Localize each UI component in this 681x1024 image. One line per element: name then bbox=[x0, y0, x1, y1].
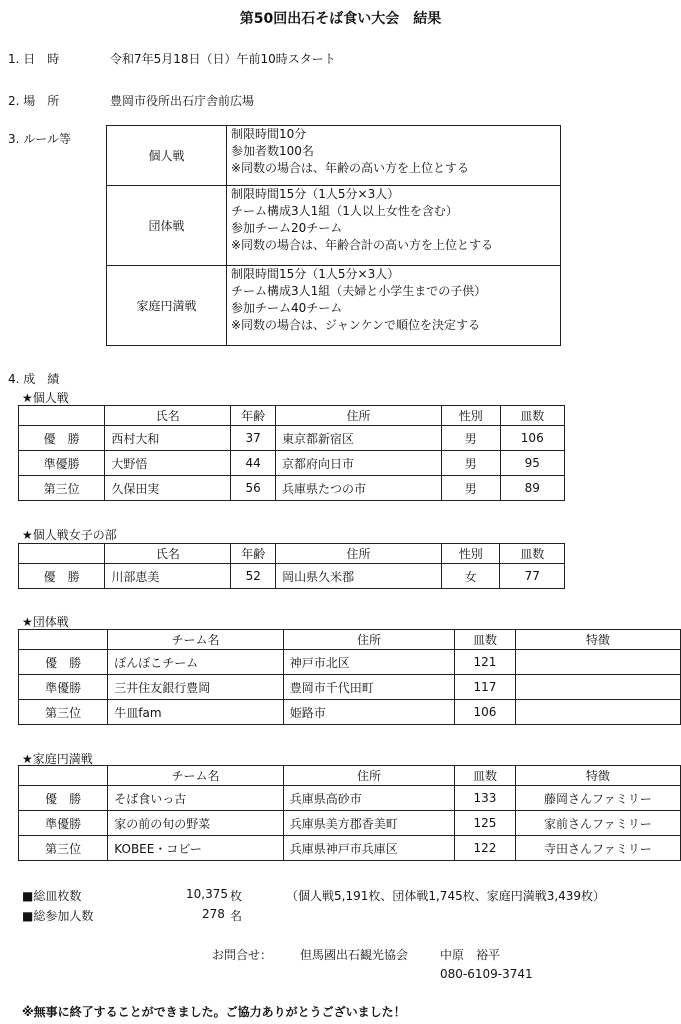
results-label: 4. 成 績 bbox=[8, 372, 60, 386]
plates-cell: 95 bbox=[500, 451, 564, 476]
rank-cell: 優 勝 bbox=[19, 564, 105, 589]
col-header: 氏名 bbox=[105, 406, 231, 426]
feature-cell bbox=[515, 650, 680, 675]
rules-desc-family bbox=[227, 266, 561, 346]
team-name-cell: 牛皿fam bbox=[108, 700, 284, 725]
rank-cell: 優 勝 bbox=[19, 786, 108, 811]
contact-label: お問合せ： bbox=[212, 948, 273, 962]
rank-cell: 準優勝 bbox=[19, 811, 108, 836]
name-cell: 大野悟 bbox=[105, 451, 231, 476]
rule-line: ※同数の場合は、年齢の高い方を上位とする bbox=[231, 161, 470, 175]
rules-category-team: 団体戦 bbox=[107, 186, 227, 266]
rule-line: ※同数の場合は、ジャンケンで順位を決定する bbox=[231, 318, 480, 332]
address-cell: 東京都新宿区 bbox=[276, 426, 442, 451]
date-label: 1. 日 時 bbox=[8, 52, 60, 66]
team-name-cell: ぽんぽこチーム bbox=[108, 650, 284, 675]
col-header: チーム名 bbox=[108, 630, 284, 650]
age-cell: 56 bbox=[231, 476, 276, 501]
col-header: 性別 bbox=[441, 544, 500, 564]
plates-cell: 122 bbox=[455, 836, 516, 861]
contact-org: 但馬國出石観光協会 bbox=[300, 948, 409, 962]
col-header: 住所 bbox=[283, 766, 454, 786]
col-header: 皿数 bbox=[455, 630, 516, 650]
address-cell: 兵庫県高砂市 bbox=[283, 786, 454, 811]
rule-line: 制限時間15分（1人5分×3人） bbox=[231, 187, 400, 201]
address-cell: 豊岡市千代田町 bbox=[283, 675, 454, 700]
col-header: チーム名 bbox=[108, 766, 284, 786]
rule-line: 参加チーム40チーム bbox=[231, 301, 343, 315]
team-name-cell: KOBEE・コビー bbox=[108, 836, 284, 861]
rank-cell: 第三位 bbox=[19, 700, 108, 725]
table-row bbox=[19, 786, 681, 811]
family-heading: ★家庭円満戦 bbox=[22, 752, 93, 766]
rules-category-family: 家庭円満戦 bbox=[107, 266, 227, 346]
table-row bbox=[19, 564, 565, 589]
total-plates-unit: 枚 bbox=[230, 889, 243, 903]
age-cell: 37 bbox=[231, 426, 276, 451]
address-cell: 兵庫県たつの市 bbox=[276, 476, 442, 501]
plates-cell: 121 bbox=[455, 650, 516, 675]
table-row bbox=[19, 650, 681, 675]
rule-line: 制限時間10分 bbox=[231, 127, 307, 141]
rule-line: 制限時間15分（1人5分×3人） bbox=[231, 267, 400, 281]
plates-cell: 133 bbox=[455, 786, 516, 811]
total-plates-label: ■総皿枚数 bbox=[22, 889, 82, 903]
team-heading: ★団体戦 bbox=[22, 615, 69, 629]
address-cell: 岡山県久米郡 bbox=[276, 564, 442, 589]
page-title: 第50回出石そば食い大会 結果 bbox=[239, 11, 442, 27]
total-plates-value: 10,375 bbox=[186, 887, 228, 901]
feature-cell bbox=[515, 675, 680, 700]
rank-cell: 準優勝 bbox=[19, 675, 108, 700]
col-header bbox=[19, 766, 108, 786]
feature-cell: 藤岡さんファミリー bbox=[515, 786, 680, 811]
date-value: 令和7年5月18日（日）午前10時スタート bbox=[110, 52, 336, 66]
address-cell: 姫路市 bbox=[283, 700, 454, 725]
address-cell: 京都府向日市 bbox=[276, 451, 442, 476]
col-header: 性別 bbox=[441, 406, 500, 426]
rank-cell: 第三位 bbox=[19, 836, 108, 861]
family-table bbox=[18, 765, 681, 861]
table-row bbox=[19, 675, 681, 700]
contact-person: 中原 裕平 bbox=[440, 948, 501, 962]
col-header: 年齢 bbox=[231, 406, 276, 426]
address-cell: 神戸市北区 bbox=[283, 650, 454, 675]
feature-cell bbox=[515, 700, 680, 725]
col-header: 特徴 bbox=[515, 766, 680, 786]
table-row bbox=[19, 426, 565, 451]
women-table bbox=[18, 543, 565, 589]
name-cell: 久保田実 bbox=[105, 476, 231, 501]
rules-table bbox=[106, 125, 561, 346]
plates-cell: 106 bbox=[500, 426, 564, 451]
rank-cell: 優 勝 bbox=[19, 426, 105, 451]
col-header: 住所 bbox=[283, 630, 454, 650]
rule-line: 参加者数100名 bbox=[231, 144, 314, 158]
col-header: 特徴 bbox=[515, 630, 680, 650]
table-row bbox=[19, 836, 681, 861]
rule-line: ※同数の場合は、年齢合計の高い方を上位とする bbox=[231, 238, 494, 252]
team-name-cell: 家の前の旬の野菜 bbox=[108, 811, 284, 836]
individual-table bbox=[18, 405, 565, 501]
gender-cell: 男 bbox=[441, 426, 500, 451]
rules-label: 3. ルール等 bbox=[8, 132, 72, 146]
name-cell: 川部恵美 bbox=[105, 564, 231, 589]
gender-cell: 男 bbox=[441, 451, 500, 476]
individual-heading: ★個人戦 bbox=[22, 391, 69, 405]
age-cell: 52 bbox=[231, 564, 276, 589]
table-row bbox=[19, 451, 565, 476]
age-cell: 44 bbox=[231, 451, 276, 476]
plates-cell: 117 bbox=[455, 675, 516, 700]
col-header: 住所 bbox=[276, 544, 442, 564]
col-header bbox=[19, 544, 105, 564]
feature-cell: 家前さんファミリー bbox=[515, 811, 680, 836]
contact-phone: 080-6109-3741 bbox=[440, 967, 533, 981]
rules-desc-team bbox=[227, 186, 561, 266]
col-header bbox=[19, 406, 105, 426]
women-heading: ★個人戦女子の部 bbox=[22, 528, 117, 542]
total-plates-breakdown: （個人戦5,191枚、団体戦1,745枚、家庭円満戦3,439枚） bbox=[286, 889, 606, 903]
feature-cell: 寺田さんファミリー bbox=[515, 836, 680, 861]
rank-cell: 優 勝 bbox=[19, 650, 108, 675]
col-header: 住所 bbox=[276, 406, 442, 426]
plates-cell: 89 bbox=[500, 476, 564, 501]
plates-cell: 106 bbox=[455, 700, 516, 725]
table-row bbox=[19, 476, 565, 501]
place-label: 2. 場 所 bbox=[8, 94, 60, 108]
plates-cell: 125 bbox=[455, 811, 516, 836]
col-header: 皿数 bbox=[500, 406, 564, 426]
rank-cell: 第三位 bbox=[19, 476, 105, 501]
table-row bbox=[19, 700, 681, 725]
rank-cell: 準優勝 bbox=[19, 451, 105, 476]
gender-cell: 女 bbox=[441, 564, 500, 589]
col-header: 年齢 bbox=[231, 544, 276, 564]
rule-line: チーム構成3人1組（夫婦と小学生までの子供） bbox=[231, 284, 487, 298]
col-header: 皿数 bbox=[455, 766, 516, 786]
table-row bbox=[19, 811, 681, 836]
address-cell: 兵庫県神戸市兵庫区 bbox=[283, 836, 454, 861]
place-value: 豊岡市役所出石庁舎前広場 bbox=[110, 94, 255, 108]
col-header: 皿数 bbox=[500, 544, 565, 564]
col-header: 氏名 bbox=[105, 544, 231, 564]
name-cell: 西村大和 bbox=[105, 426, 231, 451]
plates-cell: 77 bbox=[500, 564, 565, 589]
closing-message: ※無事に終了することができました。ご協力ありがとうございました！ bbox=[22, 1005, 406, 1019]
total-participants-unit: 名 bbox=[230, 909, 243, 923]
rules-category-individual: 個人戦 bbox=[107, 126, 227, 186]
gender-cell: 男 bbox=[441, 476, 500, 501]
address-cell: 兵庫県美方郡香美町 bbox=[283, 811, 454, 836]
team-name-cell: 三井住友銀行豊岡 bbox=[108, 675, 284, 700]
rule-line: チーム構成3人1組（1人以上女性を含む） bbox=[231, 204, 458, 218]
team-table bbox=[18, 629, 681, 725]
rule-line: 参加チーム20チーム bbox=[231, 221, 343, 235]
total-participants-label: ■総参加人数 bbox=[22, 909, 94, 923]
team-name-cell: そば食いっ古 bbox=[108, 786, 284, 811]
rules-desc-individual bbox=[227, 126, 561, 186]
total-participants-value: 278 bbox=[202, 907, 225, 921]
col-header bbox=[19, 630, 108, 650]
